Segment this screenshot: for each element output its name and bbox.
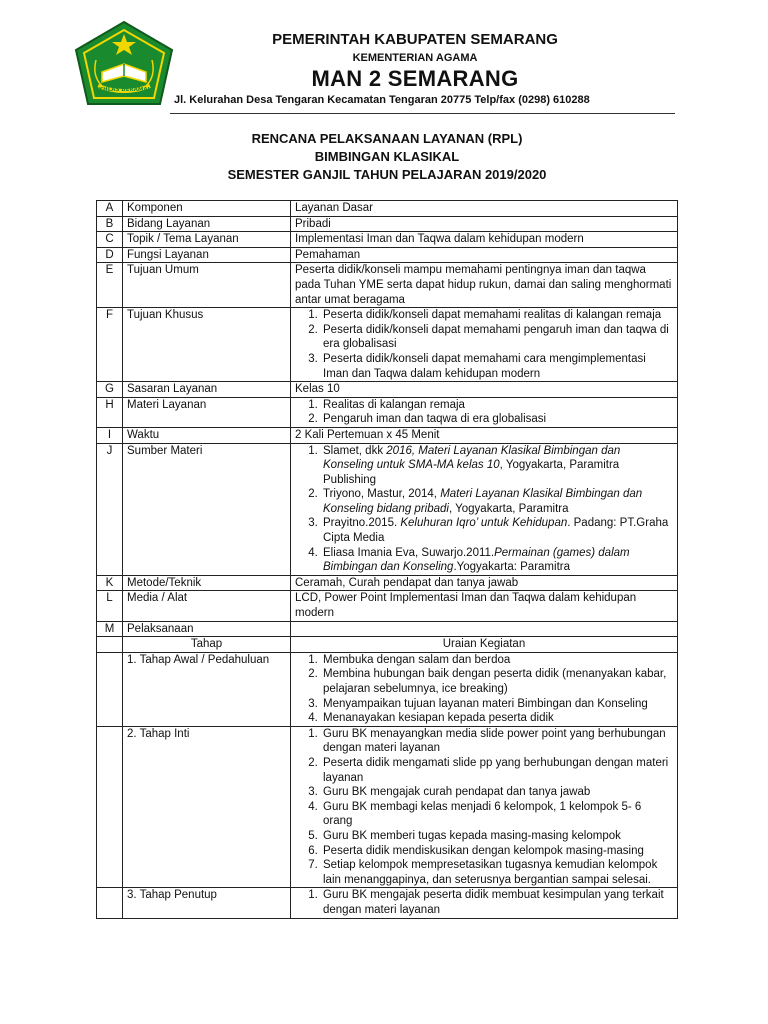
doc-title: RENCANA PELAKSANAAN LAYANAN (RPL) [251,131,523,146]
kemenag-logo [72,20,176,108]
row-code: J [97,443,123,575]
table-row [97,621,678,637]
source-title: Materi Layanan Klasikal Bimbingan dan Konseling bidang pribadi [323,488,643,515]
stage-activities [291,652,678,726]
table-row [97,263,678,308]
table-row [97,216,678,232]
header-school-name: MAN 2 SEMARANG [311,66,519,91]
list-item: 2. Pengaruh iman dan taqwa di era globalisasi [321,412,673,427]
source-author: Eliasa Imania Eva, Suwarjo.2011. [323,546,495,559]
source-title: Keluhuran Iqro’ untuk Kehidupan [400,517,568,530]
table-row [97,382,678,398]
row-label: Pelaksanaan [123,621,291,637]
row-label: Sasaran Layanan [123,382,291,398]
column-header-tahap: Tahap [123,637,291,653]
activity-list [295,653,673,726]
stage-activities [291,726,678,888]
list-item: 1. Guru BK menayangkan media slide power point yang berhubungan dengan materi layanan [321,727,673,756]
row-value [291,621,678,637]
source-title: Permainan (games) dalam Bimbingan dan Konseling [323,546,630,574]
list-item: 3. Menyampaikan tujuan layanan materi Bimbingan dan Konseling [321,697,673,712]
table-row [97,726,678,888]
list-item: 3. Peserta didik/konseli dapat memahami cara mengimplementasi Iman dan Taqwa dalam kehidupan modern [321,352,673,381]
table-row [97,232,678,248]
header-address: Jl. Kelurahan Desa Tengaran Kecamatan Tengaran 20775 Telp/fax (0298) 610288 [174,94,590,106]
row-value: LCD, Power Point Implementasi Iman dan Taqwa dalam kehidupan modern [291,591,678,621]
row-value [291,443,678,575]
list-item [321,487,673,516]
row-label: Komponen [123,201,291,217]
list-item: 2. Membina hubungan baik dengan peserta didik (menanyakan kabar, pelajaran sebelumnya, ice breaking) [321,667,673,696]
activity-list [295,727,673,888]
row-code: D [97,247,123,263]
doc-semester: SEMESTER GANJIL TAHUN PELAJARAN 2019/2020 [227,167,547,182]
row-code: K [97,575,123,591]
sumber-list [295,444,673,575]
list-item: 2. Peserta didik mengamati slide pp yang berhubungan dengan materi layanan [321,756,673,785]
stage-name: 3. Tahap Penutup [123,888,291,918]
row-code: G [97,382,123,398]
source-author: Triyono, Mastur, 2014, [323,488,441,501]
logo-motto: IKHLAS BERAMAL [96,87,152,93]
row-value: 2 Kali Pertemuan x 45 Menit [291,427,678,443]
column-header-uraian: Uraian Kegiatan [291,637,678,653]
activity-list [295,888,673,917]
row-value: Kelas 10 [291,382,678,398]
row-label: Tujuan Khusus [123,308,291,382]
list-item: 1. Peserta didik/konseli dapat memahami realitas di kalangan remaja [321,308,673,323]
row-label: Media / Alat [123,591,291,621]
row-value: Peserta didik/konseli mampu memahami pentingnya iman dan taqwa pada Tuhan YME serta dapat hidup rukun, damai dan saling menghormati antar umat beragama [291,263,678,308]
row-value: Pemahaman [291,247,678,263]
table-row [97,201,678,217]
source-publisher: . Padang: PT.Graha Cipta Media [323,517,669,545]
table-row [97,888,678,918]
row-code: L [97,591,123,621]
header-ministry: KEMENTERIAN AGAMA [352,52,478,64]
list-item: 1. Realitas di kalangan remaja [321,398,673,413]
row-code: B [97,216,123,232]
row-value: Pribadi [291,216,678,232]
materi-list [295,398,673,427]
row-label: Tujuan Umum [123,263,291,308]
table-row [97,637,678,653]
list-item: 3. Guru BK mengajak curah pendapat dan tanya jawab [321,785,673,800]
list-item: 1. Membuka dengan salam dan berdoa [321,653,673,668]
tujuan-khusus-list [295,308,673,381]
header-government: PEMERINTAH KABUPATEN SEMARANG [272,31,558,48]
row-code: M [97,621,123,637]
stage-name: 1. Tahap Awal / Pedahuluan [123,652,291,726]
stage-name: 2. Tahap Inti [123,726,291,888]
table-row [97,575,678,591]
row-code: E [97,263,123,308]
source-publisher: .Yogyakarta: Paramitra [453,561,570,574]
list-item [321,444,673,488]
row-value: Layanan Dasar [291,201,678,217]
row-label: Waktu [123,427,291,443]
source-publisher: , Yogyakarta, Paramitra [448,502,569,515]
row-value: Ceramah, Curah pendapat dan tanya jawab [291,575,678,591]
table-row [97,427,678,443]
table-row [97,652,678,726]
row-value [291,397,678,427]
row-label: Materi Layanan [123,397,291,427]
list-item [321,546,673,575]
source-author: Prayitno.2015. [323,517,401,530]
table-row [97,308,678,382]
list-item: 5. Guru BK memberi tugas kepada masing-masing kelompok [321,829,673,844]
row-code: H [97,397,123,427]
source-author: Slamet, dkk [323,444,387,457]
list-item: 4. Guru BK membagi kelas menjadi 6 kelompok, 1 kelompok 5- 6 orang [321,800,673,829]
row-value [291,308,678,382]
list-item: 2. Peserta didik/konseli dapat memahami pengaruh iman dan taqwa di era globalisasi [321,323,673,352]
row-label: Fungsi Layanan [123,247,291,263]
row-code: I [97,427,123,443]
source-title: 2016, Materi Layanan Klasikal Bimbingan dan Konseling untuk SMA-MA kelas 10 [323,444,621,472]
row-code: F [97,308,123,382]
row-label: Metode/Teknik [123,575,291,591]
row-label: Bidang Layanan [123,216,291,232]
row-label: Topik / Tema Layanan [123,232,291,248]
list-item: 6. Peserta didik mendiskusikan dengan kelompok masing-masing [321,844,673,859]
list-item: 4. Menanayakan kesiapan kepada peserta didik [321,711,673,726]
row-code: A [97,201,123,217]
table-row [97,591,678,621]
table-row [97,397,678,427]
header-divider [170,113,675,114]
doc-subtitle: BIMBINGAN KLASIKAL [314,149,460,164]
source-publisher: , Yogyakarta, Paramitra Publishing [323,459,620,486]
table-row [97,247,678,263]
rpl-table [96,200,678,919]
list-item: 7. Setiap kelompok mempresetasikan tugasnya kemudian kelompok lain menanggapinya, dan seterusnya bergantian sampai selesai. [321,858,673,887]
row-label: Sumber Materi [123,443,291,575]
stage-activities [291,888,678,918]
list-item [321,516,673,545]
list-item: 1. Guru BK mengajak peserta didik membuat kesimpulan yang terkait dengan materi layanan [321,888,673,917]
row-code: C [97,232,123,248]
table-row [97,443,678,575]
row-value: Implementasi Iman dan Taqwa dalam kehidupan modern [291,232,678,248]
